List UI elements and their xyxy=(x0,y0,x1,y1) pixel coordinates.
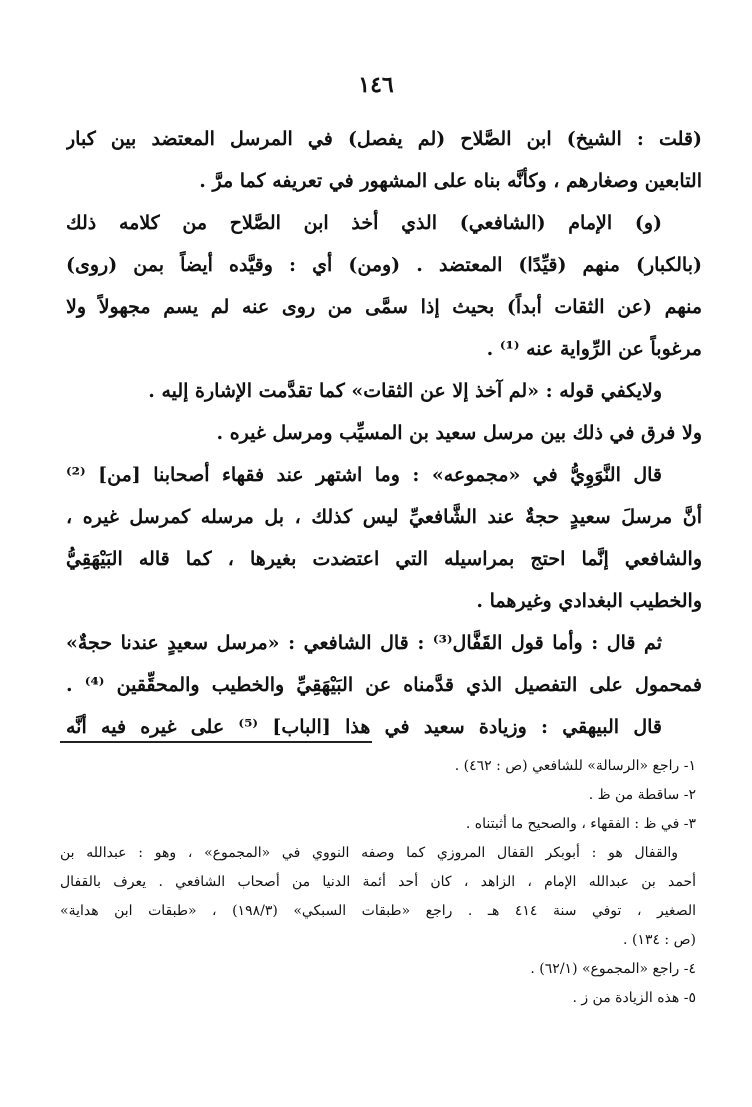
text-line-1: (قلت : الشيخ) ابن الصَّلاح (لم يفصل) في المرسل المعتضد بين كبار xyxy=(66,128,702,150)
footnote-4: ٤- راجع «المجموع» (٦٢/١) . xyxy=(530,961,696,977)
footnote-3: ٣- في ظ : الفقهاء ، والصحيح ما أثبتناه . xyxy=(465,816,696,832)
footnote-3-continuation: أحمد بن عبدالله الإمام ، الزاهد ، كان أحد أئمة الدنيا من أصحاب الشافعي . يعرف بالقفال xyxy=(60,874,696,890)
main-text xyxy=(66,118,702,748)
text-line-6: مرغوباً عن الرِّواية عنه ⁽¹⁾ . xyxy=(486,338,702,360)
text-line-7: ولايكفي قوله : «لم آخذ إلا عن الثقات» كما تقدَّمت الإشارة إليه . xyxy=(148,380,662,402)
text-line-5: منهم (عن الثقات أبداً) بحيث إذا سمَّى من روى عنه لم يسم مجهولاً ولا xyxy=(66,296,702,318)
page-number: ١٤٦ xyxy=(358,72,394,98)
footnote-3-continuation: (ص : ١٣٤) . xyxy=(623,932,696,948)
footnote-separator xyxy=(60,741,372,743)
footnote-3-continuation: والقفال هو : أبوبكر القفال المروزي كما وصفه النووي في «المجموع» ، وهو : عبدالله بن xyxy=(60,845,678,861)
footnote-5: ٥- هذه الزيادة من ز . xyxy=(572,990,696,1006)
text-line-9: قال النَّوَوِيُّ في «مجموعه» : وما اشتهر عند فقهاء أصحابنا [من] ⁽²⁾ xyxy=(66,464,662,486)
footnote-2: ٢- ساقطة من ظ . xyxy=(588,787,696,803)
text-line-4: (بالكبار) منهم (قيِّدًا) المعتضد . (ومن) أي : وقيَّده أيضاً بمن (روى) xyxy=(66,254,702,276)
text-line-12: والخطيب البغدادي وغيرهما . xyxy=(476,590,702,612)
footnote-1: ١- راجع «الرسالة» للشافعي (ص : ٤٦٢) . xyxy=(454,758,696,774)
text-line-2: التابعين وصغارهم ، وكأنَّه بناه على المشهور في تعريفه كما مرَّ . xyxy=(199,170,702,192)
text-line-15: قال البيهقي : وزيادة سعيد في هذا [الباب] ⁽⁵⁾ على غيره فيه أنَّه xyxy=(66,716,662,738)
footnote-3-continuation: الصغير ، توفي سنة ٤١٤ هـ . راجع «طبقات السبكي» (١٩٨/٣) ، «طبقات ابن هداية» xyxy=(60,903,696,919)
text-line-13: ثم قال : وأما قول القَفَّال⁽³⁾ : قال الشافعي : «مرسل سعيدٍ عندنا حجةٌ» xyxy=(66,632,662,654)
text-line-10: أنَّ مرسلَ سعيدٍ حجةٌ عند الشَّافعيِّ ليس كذلك ، بل مرسله كمرسل غيره ، xyxy=(66,506,702,528)
text-line-8: ولا فرق في ذلك بين مرسل سعيد بن المسيِّب ومرسل غيره . xyxy=(216,422,702,444)
text-line-11: والشافعي إنَّما احتج بمراسيله التي اعتضدت بغيرها ، كما قاله البَيْهَقِيُّ xyxy=(66,548,702,570)
footnotes xyxy=(60,752,696,1013)
text-line-3: (و) الإمام (الشافعي) الذي أخذ ابن الصَّلاح من كلامه ذلك xyxy=(66,212,662,234)
text-line-14: فمحمول على التفصيل الذي قدَّمناه عن البَيْهَقِيِّ والخطيب والمحقِّقين ⁽⁴⁾ . xyxy=(66,674,702,696)
